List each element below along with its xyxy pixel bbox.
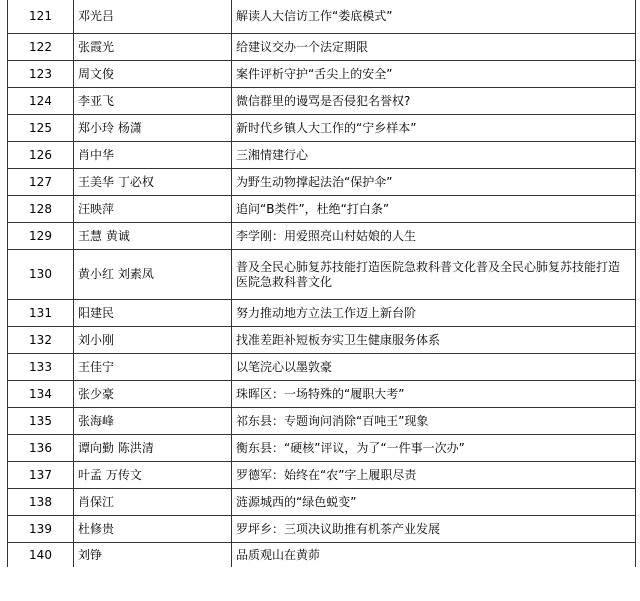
- row-number-cell: 128: [8, 196, 74, 223]
- row-number-cell: 130: [8, 250, 74, 300]
- title-cell: 品质观山在黄茆: [232, 543, 636, 568]
- title-cell: 罗坪乡：三项决议助推有机茶产业发展: [232, 516, 636, 543]
- article-table-body: [8, 0, 636, 567]
- author-cell: 谭向勤 陈洪清: [74, 435, 232, 462]
- author-cell: 王美华 丁必权: [74, 169, 232, 196]
- table-row: [8, 543, 636, 568]
- table-row: [8, 61, 636, 88]
- title-cell: 祁东县：专题询问消除“百吨王”现象: [232, 408, 636, 435]
- table-row: [8, 115, 636, 142]
- author-cell: 郑小玲 杨潇: [74, 115, 232, 142]
- table-row: [8, 0, 636, 34]
- author-cell: 张海峰: [74, 408, 232, 435]
- row-number-cell: 125: [8, 115, 74, 142]
- row-number-cell: 140: [8, 543, 74, 568]
- author-cell: 李亚飞: [74, 88, 232, 115]
- row-number-cell: 123: [8, 61, 74, 88]
- author-cell: 阳建民: [74, 300, 232, 327]
- author-cell: 邓光吕: [74, 0, 232, 34]
- author-cell: 刘小刚: [74, 327, 232, 354]
- author-cell: 刘铮: [74, 543, 232, 568]
- table-row: [8, 88, 636, 115]
- title-cell: 三湘情建行心: [232, 142, 636, 169]
- row-number-cell: 129: [8, 223, 74, 250]
- title-cell: 追问“B类件”，杜绝“打白条”: [232, 196, 636, 223]
- author-cell: 肖保江: [74, 489, 232, 516]
- table-row: [8, 169, 636, 196]
- title-cell: 为野生动物撑起法治“保护伞”: [232, 169, 636, 196]
- row-number-cell: 132: [8, 327, 74, 354]
- table-row: [8, 34, 636, 61]
- row-number-cell: 139: [8, 516, 74, 543]
- table-row: [8, 196, 636, 223]
- table-row: [8, 142, 636, 169]
- row-number-cell: 127: [8, 169, 74, 196]
- author-cell: 张少豪: [74, 381, 232, 408]
- title-cell: 罗德军：始终在“农”字上履职尽责: [232, 462, 636, 489]
- author-cell: 叶孟 万传文: [74, 462, 232, 489]
- table-row: [8, 408, 636, 435]
- title-cell: 给建议交办一个法定期限: [232, 34, 636, 61]
- article-table: [7, 0, 636, 567]
- row-number-cell: 124: [8, 88, 74, 115]
- title-cell: 衡东县：“硬核”评议，为了“一件事一次办”: [232, 435, 636, 462]
- table-row: [8, 489, 636, 516]
- author-cell: 王佳宁: [74, 354, 232, 381]
- title-cell: 微信群里的谩骂是否侵犯名誉权?: [232, 88, 636, 115]
- table-row: [8, 223, 636, 250]
- table-row: [8, 435, 636, 462]
- author-cell: 汪映萍: [74, 196, 232, 223]
- row-number-cell: 121: [8, 0, 74, 34]
- table-row: [8, 300, 636, 327]
- author-cell: 周文俊: [74, 61, 232, 88]
- table-row: [8, 381, 636, 408]
- author-cell: 黄小红 刘素凤: [74, 250, 232, 300]
- title-cell: 涟源城西的“绿色蜕变”: [232, 489, 636, 516]
- title-cell: 珠晖区：一场特殊的“履职大考”: [232, 381, 636, 408]
- row-number-cell: 136: [8, 435, 74, 462]
- author-cell: 王慧 黄诚: [74, 223, 232, 250]
- table-row: [8, 516, 636, 543]
- title-cell: 普及全民心肺复苏技能打造医院急救科普文化普及全民心肺复苏技能打造医院急救科普文化: [232, 250, 636, 300]
- title-cell: 李学刚：用爱照亮山村姑娘的人生: [232, 223, 636, 250]
- row-number-cell: 122: [8, 34, 74, 61]
- title-cell: 找准差距补短板夯实卫生健康服务体系: [232, 327, 636, 354]
- title-cell: 解读人大信访工作“娄底模式”: [232, 0, 636, 34]
- row-number-cell: 131: [8, 300, 74, 327]
- title-cell: 案件评析守护“舌尖上的安全”: [232, 61, 636, 88]
- row-number-cell: 134: [8, 381, 74, 408]
- table-row: [8, 327, 636, 354]
- table-row: [8, 354, 636, 381]
- title-cell: 努力推动地方立法工作迈上新台阶: [232, 300, 636, 327]
- title-cell: 新时代乡镇人大工作的“宁乡样本”: [232, 115, 636, 142]
- author-cell: 张霞光: [74, 34, 232, 61]
- author-cell: 肖中华: [74, 142, 232, 169]
- row-number-cell: 133: [8, 354, 74, 381]
- row-number-cell: 135: [8, 408, 74, 435]
- row-number-cell: 137: [8, 462, 74, 489]
- title-cell: 以笔浣心以墨敦豪: [232, 354, 636, 381]
- author-cell: 杜修贵: [74, 516, 232, 543]
- row-number-cell: 126: [8, 142, 74, 169]
- table-row: [8, 462, 636, 489]
- table-row: [8, 250, 636, 300]
- row-number-cell: 138: [8, 489, 74, 516]
